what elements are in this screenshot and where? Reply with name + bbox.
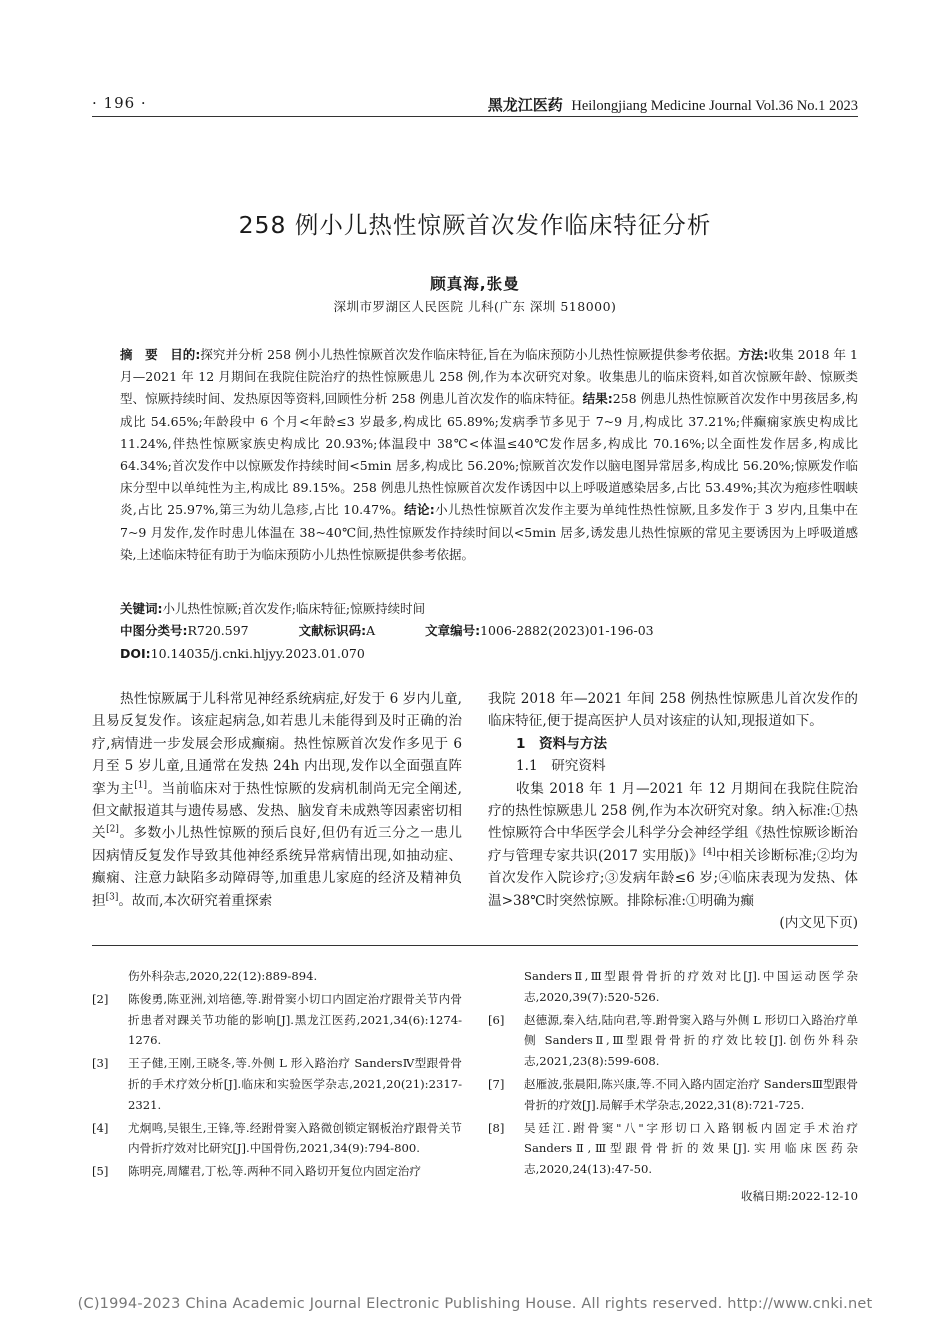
reference-item xyxy=(488,1074,858,1116)
article-no-label: 文章编号: xyxy=(425,623,481,639)
doi-row xyxy=(120,643,858,665)
intro-paragraph xyxy=(92,688,462,912)
running-header xyxy=(92,92,858,117)
citation-3[interactable]: [3] xyxy=(105,892,119,903)
references-right xyxy=(488,966,858,1207)
abstract-purpose: 探究并分析 258 例小儿热性惊厥首次发作临床特征,旨在为临床预防小儿热性惊厥提供参考依据。 xyxy=(200,347,739,362)
materials-text-2: 中相关诊断标准;②均为首次发作入院诊疗;③发病年龄≤6 岁;④临床表现为发热、体温>38℃时突然惊厥。排除标准:①明确为癫 xyxy=(488,847,858,909)
intro-continued: 我院 2018 年—2021 年间 258 例热性惊厥患儿首次发作的临床特征,便于提高医护人员对该症的认知,现报道如下。 xyxy=(488,691,858,730)
result-label: 结果: xyxy=(582,391,613,407)
reference-number: [2] xyxy=(92,991,109,1006)
classification-row xyxy=(120,620,858,642)
reference-item xyxy=(488,966,858,1008)
intro-text-4: 。故而,本次研究着重探索 xyxy=(118,892,273,909)
copyright-footer: (C)1994-2023 China Academic Journal Electronic Publishing House. All rights reserved. http://www.cnki.net xyxy=(77,1296,873,1312)
citation-1[interactable]: [1] xyxy=(134,780,148,791)
authors: 顾真海,张曼 xyxy=(430,275,520,293)
reference-item xyxy=(92,1161,462,1182)
abstract-method: 收集 2018 年 1 月—2021 年 12 月期间在我院住院治疗的热性惊厥患儿 258 例,作为本次研究对象。收集患儿的临床资料,如首次惊厥年龄、惊厥类型、惊厥持续时间、发热原因等资料,回顾性分析 258 例患儿首次发作的临床特征。 xyxy=(120,347,859,407)
reference-text: 尤炯鸣,吴银生,王锋,等.经跗骨窦入路微创锁定钢板治疗跟骨关节内骨折疗效对比研究[J].中国骨伤,2021,34(9):794-800. xyxy=(128,1120,462,1156)
body-column-right xyxy=(488,688,858,934)
reference-text: SandersⅡ,Ⅲ型跟骨骨折的疗效对比[J].中国运动医学杂志,2020,39(7):520-526. xyxy=(524,969,858,1004)
clc-label: 中图分类号: xyxy=(120,623,188,639)
reference-item xyxy=(488,1010,858,1072)
reference-text: 赵雁波,张晨阳,陈兴康,等.不同入路内固定治疗 SandersⅢ型跟骨骨折的疗效[J].局解手术学杂志,2022,31(8):721-725. xyxy=(524,1076,858,1112)
reference-number: [4] xyxy=(92,1120,109,1135)
reference-text: 吴廷江.跗骨窦"八"字形切口入路钢板内固定手术治疗 SandersⅡ,Ⅲ型跟骨骨折的效果[J].实用临床医药杂志,2020,24(13):47-50. xyxy=(524,1120,858,1177)
journal-name-cn: 黑龙江医药 xyxy=(487,96,563,114)
materials-text-1: 收集 2018 年 1 月—2021 年 12 月期间在我院住院治疗的热性惊厥患儿 258 例,作为本次研究对象。纳入标准:①热性惊厥符合中华医学会儿科学分会神经学组《热性惊厥诊断治疗与管理专家共识(2017 实用版)》 xyxy=(488,780,858,864)
intro-text-1: 热性惊厥属于儿科常见神经系统病症,好发于 6 岁内儿童,且易反复发作。该症起病急,如若患儿未能得到及时正确的治疗,病情进一步发展会形成癫痫。热性惊厥首次发作多见于 6 月至 5 岁儿童,且通常在发热 24h 内出现,发作以全面强直阵挛为主 xyxy=(92,691,462,797)
reference-item xyxy=(488,1118,858,1180)
abstract xyxy=(92,344,858,566)
doc-code-value: A xyxy=(366,623,376,639)
abstract-conclusion: 小儿热性惊厥首次发作主要为单纯性热性惊厥,且多发作于 3 岁内,且集中在 7~9 月发作,发作时患儿体温在 38~40℃间,热性惊厥发作持续时间以<5min 居多,诱发患儿热性惊厥的常见主要诱因为上呼吸道感染,上述临床特征有助于为临床预防小儿热性惊厥提供参考依据。 xyxy=(120,502,858,562)
reference-text: 王子健,王刚,王晓冬,等.外侧 L 形入路治疗 SandersⅣ型跟骨骨折的手术疗效分析[J].临床和实验医学杂志,2021,20(21):2317-2321. xyxy=(128,1056,462,1112)
reference-text: 赵德源,秦入结,陆向君,等.跗骨窦入路与外侧 L 形切口入路治疗单侧 SandersⅡ,Ⅲ型跟骨骨折的疗效比较[J].创伤外科杂志,2021,23(8):599-608. xyxy=(524,1012,858,1069)
reference-number: [6] xyxy=(488,1012,505,1027)
intro-text-2: 。当前临床对于热性惊厥的发病机制尚无完全阐述,但文献报道其与遗传易感、发热、脑发育未成熟等因素密切相关 xyxy=(92,780,462,842)
intro-text-3: 。多数小儿热性惊厥的预后良好,但仍有近三分之一患儿因病情反复发作导致其他神经系统异常病情出现,如抽动症、癫痫、注意力缺陷多动障碍等,加重患儿家庭的经济及精神负担 xyxy=(92,825,463,909)
reference-text: 伤外科杂志,2020,22(12):889-894. xyxy=(128,969,318,983)
reference-number: [8] xyxy=(488,1120,505,1135)
references-left xyxy=(92,966,462,1184)
continued-note: (内文见下页) xyxy=(779,915,858,932)
article-no-value: 1006-2882(2023)01-196-03 xyxy=(480,623,654,639)
keywords-label: 关键词: xyxy=(120,601,163,616)
abstract-result: 258 例患儿热性惊厥首次发作中男孩居多,构成比 54.65%;年龄段中 6 个月<年龄≤3 岁最多,构成比 65.89%;发病季节多见于 7~9 月,构成比 37.21%;伴癫痫家族史构成比 11.24%,伴热性惊厥家族史构成比 20.93%;体温段中 38℃<体温≤40℃发作居多,构成比 70.16%;以全面性发作居多,构成比 64.34%;首次发作中以惊厥发作持续时间<5min 居多,构成比 56.20%;惊厥首次发作以脑电图异常居多,构成比 56.20%;惊厥发作临床分型中以单纯性为主,构成比 89.15%。258 例患儿热性惊厥首次发作诱因中以上呼吸道感染居多,占比 53.49%;其次为疱疹性咽峡炎,占比 25.97%,第三为幼儿急疹,占比 10.47%。 xyxy=(120,391,859,518)
reference-item xyxy=(92,1053,462,1115)
body-column-left xyxy=(92,688,462,912)
reference-text: 陈明亮,周耀君,丁松,等.两种不同入路切开复位内固定治疗 xyxy=(128,1164,421,1179)
subsection-heading: 1.1 研究资料 xyxy=(516,758,606,775)
clc-value: R720.597 xyxy=(187,623,249,639)
journal-info xyxy=(488,94,858,115)
reference-divider xyxy=(92,945,858,946)
citation-2[interactable]: [2] xyxy=(106,824,119,835)
method-label: 方法: xyxy=(738,347,769,362)
affiliation: 深圳市罗湖区人民医院 儿科(广东 深圳 518000) xyxy=(333,299,617,314)
reference-text: 陈俊勇,陈亚洲,刘培德,等.跗骨窦小切口内固定治疗跟骨关节内骨折患者对踝关节功能的影响[J].黑龙江医药,2021,34(6):1274-1276. xyxy=(128,991,462,1048)
reference-item xyxy=(92,1118,462,1160)
reference-number: [3] xyxy=(92,1056,109,1071)
reference-number: [7] xyxy=(488,1076,505,1091)
keywords: 小儿热性惊厥;首次发作;临床特征;惊厥持续时间 xyxy=(162,601,426,616)
section-heading: 1 资料与方法 xyxy=(516,735,608,752)
doi-label: DOI: xyxy=(120,645,151,661)
article-title: 258 例小儿热性惊厥首次发作临床特征分析 xyxy=(238,211,712,239)
keywords-row xyxy=(120,598,858,620)
received-date: 收稿日期:2022-12-10 xyxy=(740,1188,858,1203)
doc-code-label: 文献标识码: xyxy=(298,623,367,639)
citation-4[interactable]: [4] xyxy=(702,847,716,858)
reference-item xyxy=(92,966,462,987)
conclusion-label: 结论: xyxy=(404,502,435,518)
doi-value: 10.14035/j.cnki.hljyy.2023.01.070 xyxy=(150,645,365,661)
materials-paragraph xyxy=(488,778,858,912)
reference-item xyxy=(92,989,462,1051)
page-number: · 196 · xyxy=(92,94,147,112)
article-meta xyxy=(120,598,858,665)
abstract-label: 摘 要 xyxy=(120,347,158,362)
purpose-label: 目的: xyxy=(170,347,201,362)
journal-name-en: Heilongjiang Medicine Journal Vol.36 No.1 2023 xyxy=(571,98,858,114)
reference-number: [5] xyxy=(92,1164,109,1179)
